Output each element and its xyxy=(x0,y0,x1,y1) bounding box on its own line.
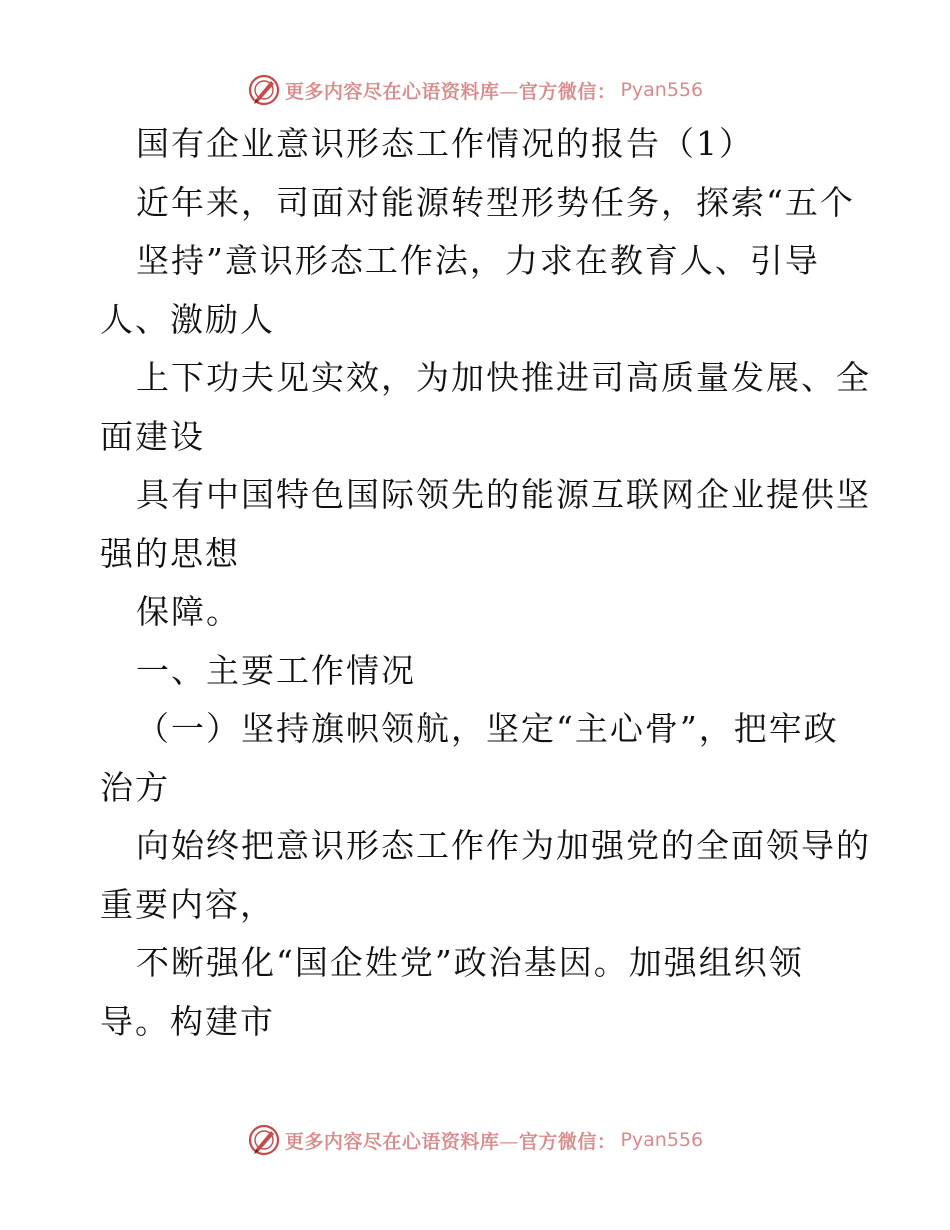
text-line: 导。构建市 xyxy=(100,1001,275,1041)
text-line: 面建设 xyxy=(100,416,205,456)
text-line: 坚持”意识形态工作法，力求在教育人、引导 xyxy=(136,241,820,280)
watermark-text: 更多内容尽在心语资料库—官方微信： xyxy=(284,1130,617,1153)
text-line: 保障。 xyxy=(136,592,241,631)
text-line: 重要内容， xyxy=(100,884,275,924)
text-line: 治方 xyxy=(100,767,170,807)
text-line: 上下功夫见实效，为加快推进司高质量发展、全 xyxy=(136,358,871,397)
watermark-id: Pyan556 xyxy=(620,79,704,101)
watermark-id: Pyan556 xyxy=(620,1129,704,1151)
footer-watermark xyxy=(0,1120,950,1160)
text-line: 具有中国特色国际领先的能源互联网企业提供坚 xyxy=(136,475,871,514)
text-line: 人、激励人 xyxy=(100,299,275,339)
text-line: 国有企业意识形态工作情况的报告（1） xyxy=(136,124,754,163)
text-line: 向始终把意识形态工作作为加强党的全面领导的 xyxy=(136,826,871,865)
text-line: 近年来，司面对能源转型形势任务，探索“五个 xyxy=(136,182,855,222)
text-line: 强的思想 xyxy=(100,533,240,573)
watermark-text: 更多内容尽在心语资料库—官方微信： xyxy=(284,80,617,103)
header-watermark xyxy=(0,70,950,110)
text-line: （一）坚持旗帜领航，坚定“主心骨”，把牢政 xyxy=(136,709,839,748)
document-body xyxy=(100,115,871,1051)
pen-circle-logo xyxy=(247,1123,281,1157)
pen-circle-logo xyxy=(247,73,281,107)
text-line: 不断强化“国企姓党”政治基因。加强组织领 xyxy=(136,943,804,982)
text-line: 一、主要工作情况 xyxy=(136,650,416,690)
